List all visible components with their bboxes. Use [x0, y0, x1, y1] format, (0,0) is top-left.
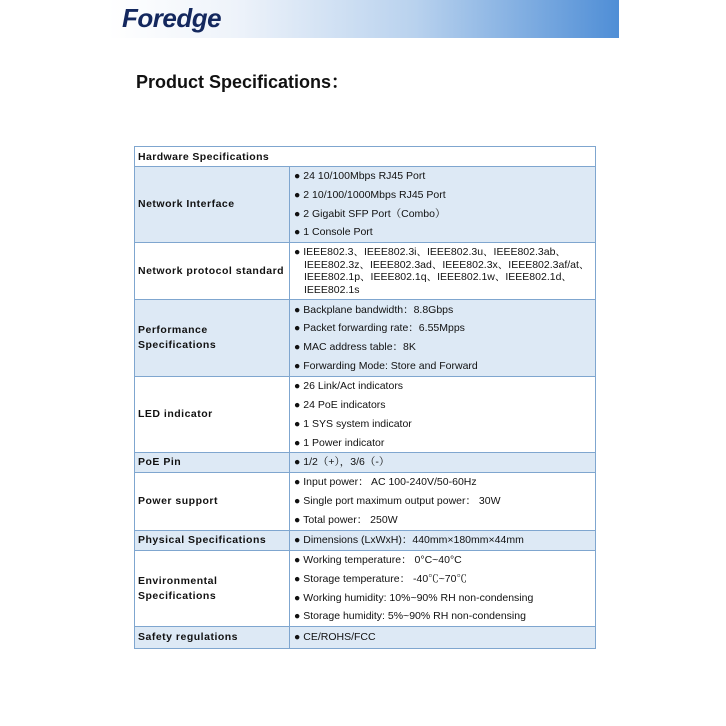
spec-label: PoE Pin — [135, 453, 290, 473]
spec-item: ● 2 Gigabit SFP Port（Combo） — [294, 207, 446, 220]
spec-item: ● Dimensions (LxWxH)：440mm×180mm×44mm — [294, 534, 524, 547]
table-row — [135, 473, 596, 531]
spec-item: ● 1 Power indicator — [294, 436, 385, 449]
table-row — [135, 243, 596, 300]
spec-values — [290, 300, 596, 377]
spec-item: ● 1/2（+），3/6（-） — [294, 456, 390, 469]
table-caption: Hardware Specifications — [135, 147, 596, 167]
table-row — [135, 550, 596, 626]
spec-label: LED indicator — [135, 377, 290, 453]
spec-label: Network protocol standard — [135, 243, 290, 300]
spec-label: Network Interface — [135, 167, 290, 243]
spec-values — [290, 243, 596, 300]
spec-item: ● Storage humidity: 5%~90% RH non-condensing — [294, 610, 526, 623]
spec-item: ● Packet forwarding rate：6.55Mpps — [294, 322, 465, 335]
spec-item: ● Single port maximum output power： 30W — [294, 495, 501, 508]
spec-values — [290, 167, 596, 243]
brand-logo: Foredge — [122, 3, 222, 33]
spec-values — [290, 453, 596, 473]
spec-values — [290, 627, 596, 649]
spec-item: ● Input power： AC 100-240V/50-60Hz — [294, 476, 477, 489]
spec-item: ● Working humidity: 10%~90% RH non-condensing — [294, 591, 534, 604]
spec-item: ● MAC address table：8K — [294, 341, 416, 354]
spec-item: ● CE/ROHS/FCC — [294, 631, 376, 644]
spec-item: ● Total power： 250W — [294, 514, 398, 527]
table-row — [135, 453, 596, 473]
spec-values — [290, 531, 596, 551]
table-row — [135, 377, 596, 453]
spec-table — [134, 146, 596, 649]
spec-item: ● 2 10/100/1000Mbps RJ45 Port — [294, 188, 446, 201]
spec-item: ● Forwarding Mode: Store and Forward — [294, 359, 478, 372]
spec-label: Performance Specifications — [135, 300, 290, 377]
page-title: Product Specifications： — [136, 72, 350, 92]
spec-label: Environmental Specifications — [135, 550, 290, 626]
spec-label: Power support — [135, 473, 290, 531]
spec-item: ● 24 10/100Mbps RJ45 Port — [294, 170, 426, 182]
table-row — [135, 300, 596, 377]
spec-item: ● Storage temperature： -40℃~70℃ — [294, 572, 467, 585]
spec-item: ● IEEE802.3、IEEE802.3i、IEEE802.3u、IEEE802.3ab、IEEE802.3z、IEEE802.3ad、IEEE802.3x、IEEE802.3af/at、IEEE802.1p、IEEE802.1q、IEEE802.1w、IEEE802.1d、IEEE802.1s — [294, 246, 590, 296]
spec-item: ● Backplane bandwidth：8.8Gbps — [294, 303, 454, 316]
table-row — [135, 627, 596, 649]
spec-item: ● 1 SYS system indicator — [294, 417, 412, 430]
spec-item: ● Working temperature： 0°C~40°C — [294, 553, 462, 566]
spec-label: Safety regulations — [135, 627, 290, 649]
spec-values — [290, 473, 596, 531]
spec-item: ● 24 PoE indicators — [294, 398, 386, 411]
spec-item: ● 26 Link/Act indicators — [294, 380, 404, 393]
spec-values — [290, 550, 596, 626]
spec-item: ● 1 Console Port — [294, 226, 373, 239]
table-row — [135, 531, 596, 551]
spec-label: Physical Specifications — [135, 531, 290, 551]
spec-values — [290, 377, 596, 453]
table-row — [135, 167, 596, 243]
